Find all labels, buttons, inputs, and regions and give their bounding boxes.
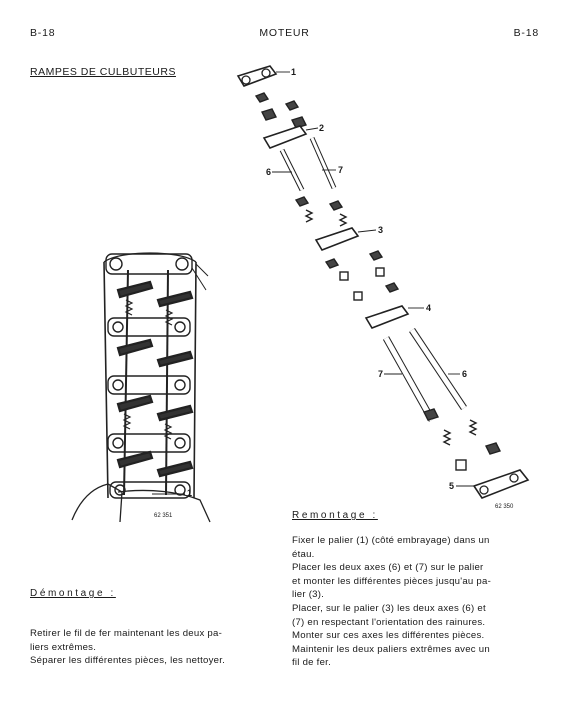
callout-2: 2	[319, 123, 325, 133]
callout-4: 4	[426, 303, 432, 313]
figure-left-code: 62 351	[154, 513, 173, 519]
remontage-heading: Remontage :	[292, 510, 378, 521]
remontage-line: Fixer le palier (1) (côté embrayage) dans un	[292, 535, 490, 546]
remontage-line: Placer, sur le palier (3) les deux axes (6) et	[292, 602, 486, 614]
remontage-line: fil de fer.	[292, 657, 332, 669]
page-number-left: B-18	[30, 27, 56, 39]
callout-5: 5	[449, 481, 455, 491]
remontage-line: Placer les deux axes (6) et (7) sur le palier	[292, 562, 484, 574]
callout-6-lower: 6	[462, 369, 468, 379]
callout-7-lower: 7	[378, 369, 384, 379]
remontage-line: lier (3).	[292, 589, 325, 601]
callout-7-upper: 7	[338, 165, 344, 175]
figure-right-code: 62 350	[495, 504, 514, 510]
demontage-line: Retirer le fil de fer maintenant les deux pa-	[30, 628, 223, 639]
page-chapter-title: MOTEUR	[259, 27, 310, 39]
exploded-rocker-assembly-illustration	[238, 66, 528, 498]
demontage-line: Séparer les différentes pièces, les nettoyer.	[30, 655, 226, 667]
demontage-heading: Démontage :	[30, 588, 116, 599]
callout-1: 1	[291, 67, 297, 77]
demontage-paragraph	[30, 627, 280, 668]
page-number-right: B-18	[513, 27, 539, 39]
callout-6-upper: 6	[266, 167, 272, 177]
remontage-line: (7) en respectant l'orientation des rainures.	[292, 616, 486, 628]
remontage-line: et monter les différentes pièces jusqu'au pa-	[292, 575, 492, 587]
remontage-line: Maintenir les deux paliers extrêmes avec un	[292, 643, 490, 655]
left-figure-callout-1: 1	[187, 488, 193, 498]
remontage-paragraph	[292, 534, 542, 670]
callout-3: 3	[378, 225, 384, 235]
assembled-rocker-shafts-illustration	[72, 253, 210, 522]
remontage-line: Monter sur ces axes les différentes pièces.	[292, 630, 485, 642]
section-title: RAMPES DE CULBUTEURS	[30, 66, 176, 78]
demontage-line: liers extrêmes.	[30, 641, 97, 653]
remontage-line: étau.	[292, 548, 315, 560]
